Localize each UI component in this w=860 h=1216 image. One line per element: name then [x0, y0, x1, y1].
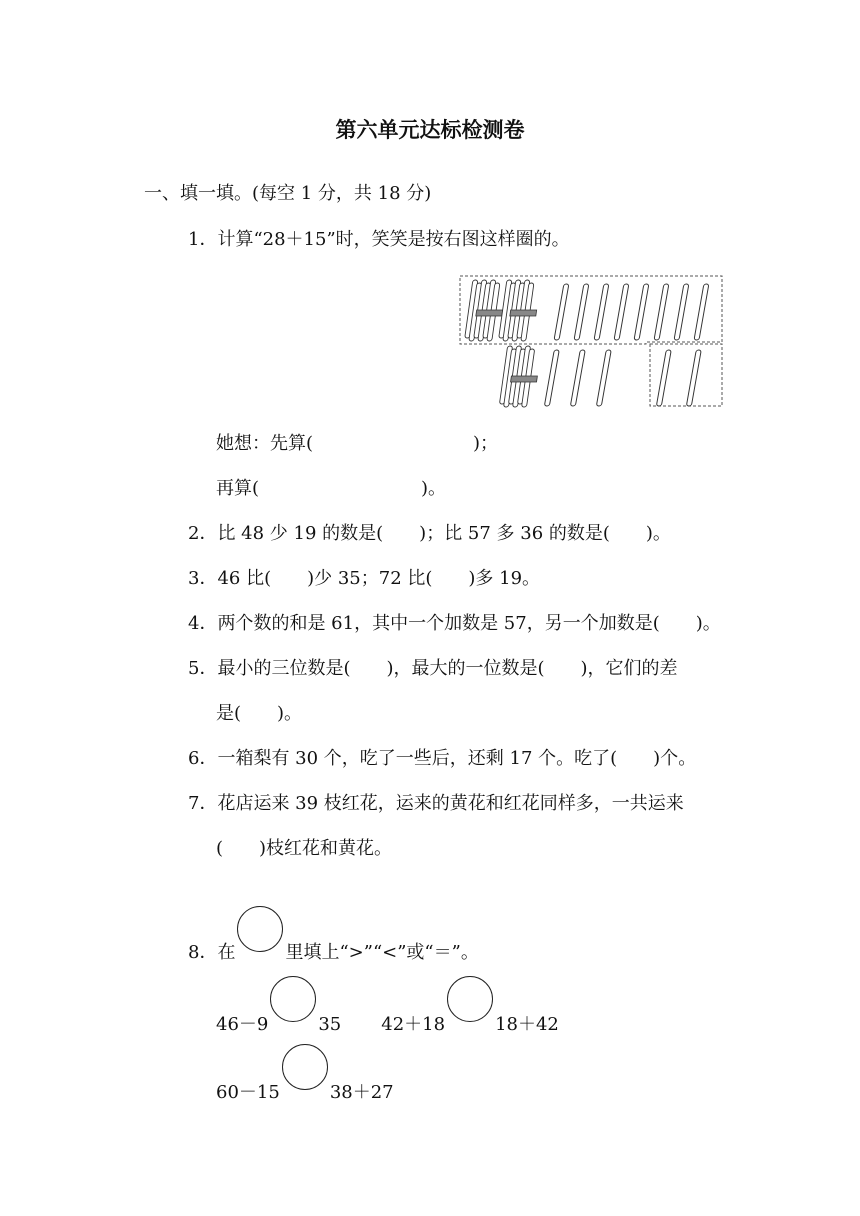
single-stick [694, 284, 709, 340]
compare-row-2 [216, 1044, 394, 1105]
question-1: 1．计算“28＋15”时，笑笑是按右图这样圈的。 [188, 229, 570, 250]
single-stick [570, 350, 585, 406]
question-6: 6．一箱梨有 30 个，吃了一些后，还剩 17 个。吃了( )个。 [188, 748, 697, 769]
question-2: 2．比 48 少 19 的数是( )；比 57 多 36 的数是( )。 [188, 523, 671, 544]
single-stick [574, 284, 589, 340]
stick-bundle [499, 346, 537, 407]
question-5: 5．最小的三位数是( )，最大的一位数是( )，它们的差 [188, 658, 678, 679]
q8-suffix: 里填上“>”“<”或“＝”。 [285, 942, 479, 963]
single-stick [654, 284, 669, 340]
question-5-line-2: 是( )。 [216, 703, 303, 724]
compare-c-left: 60－15 [216, 1082, 280, 1103]
q1-think-prefix: 她想：先算( [216, 433, 314, 454]
question-1-line-3 [216, 477, 446, 501]
compare-b-right: 18＋42 [495, 1014, 559, 1035]
question-4: 4．两个数的和是 61，其中一个加数是 57，另一个加数是( )。 [188, 613, 721, 634]
single-stick [656, 350, 671, 406]
q8-prefix: 8．在 [188, 942, 236, 963]
compare-circle[interactable] [447, 976, 493, 1022]
question-3: 3．46 比( )少 35；72 比( )多 19。 [188, 568, 541, 589]
compare-c-right: 38＋27 [329, 1082, 394, 1103]
compare-row-1 [216, 976, 559, 1037]
single-stick [544, 350, 559, 406]
single-stick [674, 284, 689, 340]
single-stick [596, 350, 611, 406]
question-1-line-2 [216, 432, 498, 456]
compare-a-right: 35 [318, 1014, 342, 1035]
question-7-line-2: ( )枝红花和黄花。 [216, 838, 393, 859]
compare-circle[interactable] [270, 976, 316, 1022]
section-heading: 一、填一填。(每空 1 分，共 18 分) [144, 183, 432, 204]
stick-bundle [499, 280, 537, 341]
single-stick [614, 284, 629, 340]
stick-bundle [465, 280, 503, 341]
q1-then-suffix: )。 [421, 478, 447, 499]
single-stick [554, 284, 569, 340]
example-circle [237, 906, 283, 952]
q1-then-prefix: 再算( [216, 478, 260, 499]
sticks-figure [456, 272, 728, 412]
single-stick [634, 284, 649, 340]
single-stick [686, 350, 701, 406]
question-7: 7．花店运来 39 枝红花，运来的黄花和红花同样多，一共运来 [188, 793, 684, 814]
compare-a-left: 46－9 [216, 1014, 269, 1035]
compare-circle[interactable] [282, 1044, 328, 1090]
page-title: 第六单元达标检测卷 [335, 118, 525, 142]
compare-b-left: 42＋18 [381, 1014, 446, 1035]
single-stick [594, 284, 609, 340]
question-8 [188, 906, 479, 965]
q1-think-suffix: )； [473, 433, 499, 454]
